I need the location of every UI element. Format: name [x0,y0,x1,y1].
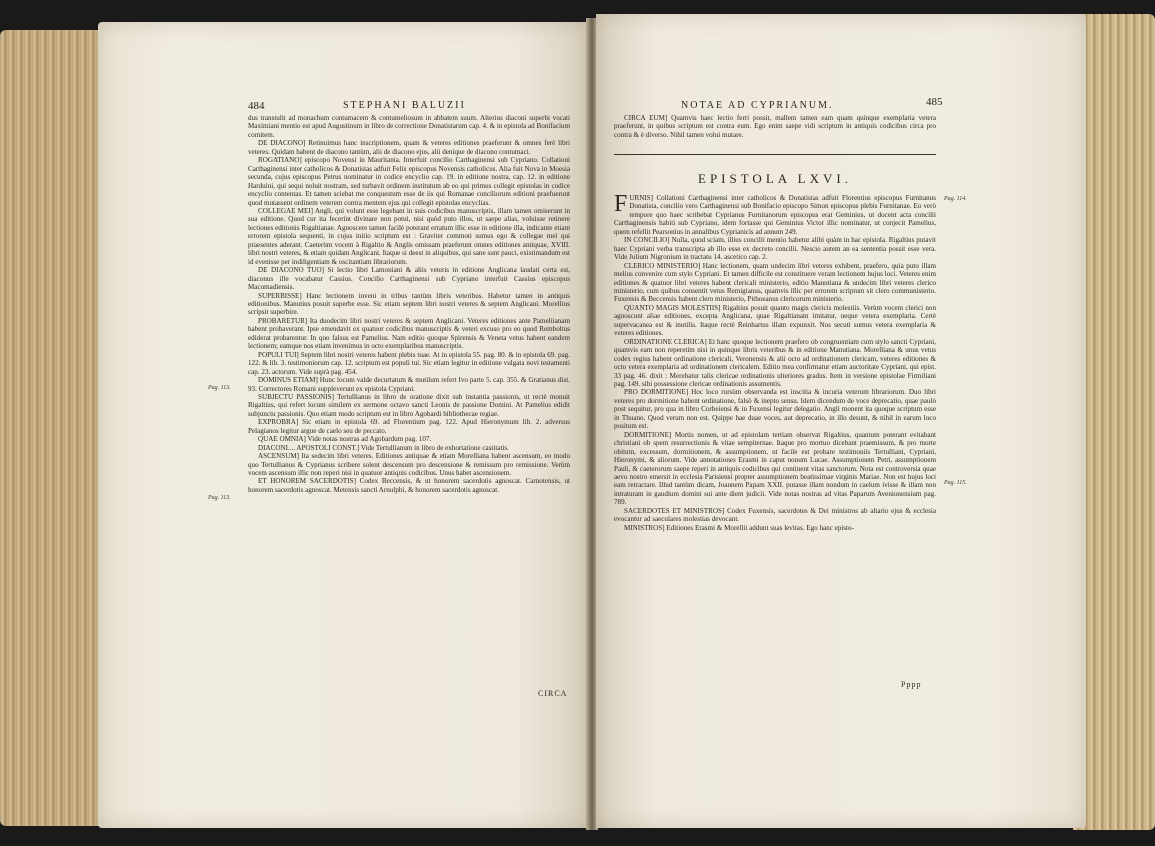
left-running-head: STEPHANI BALUZII [343,100,466,111]
paragraph: QUAE OMNIA] Vide notas nostras ad Agobardum pag. 107. [258,435,432,444]
right-page [596,14,1086,828]
paragraph: DIACONI.... APOSTOLI CONST.] Vide Tertullianum in libro de exhortatione castitatis. [258,443,509,452]
paragraph: ORDINATIONE CLERICA] Et hanc quoque lectionem praefero ob congruentiam cum stylo sancti Cypriani, quamvis eam non reperetim nisi in quinque libris veteribus & in editione Manutiana. Morelliana & unus vetus codex regius habent ordinatione clericali, Veronensis & alii octo ad ordinationem clericam, veteres editiones & octo vetera exemplaria ad ordinationem clericalem. Editio mea confirmatur etiam auctoritate Cypriani, qui epist. 33 pag. 46. dixit : Merebatur talis clericae ordinationis ulteriores gradus. Item in versione epistolae Firmiliani pag. 149. sibi possessione clericae ordinationis assumentis. [614,337,936,388]
paragraph: ASCENSUM] Ita sedecim libri veteres. Editiones antiquae & etiam Morelliana habent ascensum, eo modo quo Tertullianus & Cyprianus scribere solent descensum pro descensione & remissum pro remissione. Verùm vocem ascensum illic non reperi nisi in quatuor antiquis codicibus. Unus habet ascensionem. [248,452,570,478]
drop-capital: F [614,191,628,217]
paragraph: SUBJECTU PASSIONIS] Tertullianus in libro de oratione dixit sub instantia passionis, ut rectè monuit Rigaltius, qui refert locum similem ex sermone octavo sancti Leonis de passione Domini. At Pamelius edidit subjunctu passionis. Quo etiam modo scriptum est in libro Agobardi bibliothecae regiae. [248,392,570,418]
left-page [98,22,588,828]
left-page-number: 484 [248,100,265,112]
right-catchword: Pppp [901,680,922,689]
paragraph: QUANTO MAGIS MOLESTIIS] Rigaltius posuit quanto magis clericis molestiis. Verùm vocem clerici non agnoscunt aliae editiones, excepta Anglicana, quae Rigaltianam imitatur, neque vetera exemplaria. Certè supervacanea est & inutilis. Itaque rectè Reinhartus illam expunxit. Nos secuti sumus vetera exemplaria & veteres editiones. [614,303,936,338]
paragraph: URNIS] Collationi Carthaginensi inter catholicos & Donatistas adfuit Florentius episcopus Furnitanus Donatista, concilio vero Carthaginensi sub Bonifacio episcopo Simon episcopus plebis Furnitanae. Eo verò tempore quo haec scribebat Cyprianus Furnitanorum episcopus erat Geminius, ut docent acta concilii Carthaginensis habiti sub Cypriano, idem fortasse qui Geminius Victor illic nominatur, ut conjecit Pamelius, quem refellit Pearsonius in annalibus Cyprianicis ad annum 249. [614,194,936,236]
right-body-text [614,191,936,694]
right-running-head: NOTAE AD CYPRIANUM. [681,100,834,111]
left-catchword: CIRCA [538,689,568,698]
right-page-number: 485 [926,96,943,108]
epistle-title: EPISTOLA LXVI. [698,171,852,186]
book-edge-left [0,30,110,826]
paragraph: CLERICO MINISTERIO] Hanc lectionem, quam undecim libri veteres exhibent, praefero, quia puto illam melius convenire cum stylo Cypriani. Et tamen difficile est constituere veram lectionem hujus loci. Veteres enim editiones & quatuor libri veteres habent clericali ministerio, editio Manutiana & undecim libri veteres clerico ministerio, cum quibus consentit vetus Remigianus, quamvis illic per errorem scriptum sit clero communisterio. Fuxensis & Beccensis habent clero ministerio, Pithoeanus clericorum ministerio. [614,261,936,304]
section-rule [614,154,936,155]
paragraph: ROGATIANO] episcopo Novensi in Mauritania. Interfuit concilio Carthaginensi sub Cypriano. Collationi Carthaginensi inter catholicos & Donatistas adfuit Felix episcopus Novensis catholicus. Alia fuit Nova in Moesia secunda, cujus episcopus Petrus nominatur in codice encyclio cap. 19. in editione nostra, cap. 12. in editione Harduini, qui sequi noluit nostram, sed turbavit ordinem institutum ab eo qui primus collegit epistolas in codice encyclio contentas. Et tamen sciebat me conquestum esse de iis qui Romanae conciliorum editioni praefuerunt quod mutassent ordinem veterem contra mentem ejus qui collegit epistolas encyclias. [248,156,570,207]
margin-note: Pag. 115. [944,480,967,486]
paragraph: PRO DORMITIONE] Hoc loco rursùm observanda est inscitia & incuria veterum librariorum. Duo libri veteres pro dormitione habent ordinatione, falsò & inepto sensu. Idem dicendum de voce deprecatio, quae paulò post sequitur, pro qua in libro Corbeiensi & in Fuxensi legitur delegatio. Angli monent ita quoque scriptum esse in Thuano. Quod verum non est. Quippe hae duae voces, aut deprecatio, in illo desunt, & nihil in earum loco positum est. [614,388,936,431]
paragraph-with-dropcap [614,191,936,236]
paragraph: CIRCA EUM] Quamvis haec lectio ferri possit, mallem tamen eam quam quinque exemplaria vetera praeferunt, in quibus scriptum est contra eum. Ego enim saepe vidi scriptum in antiquis codicibus circa pro contra & è diverso. Nihil tamen volui mutare. [614,114,936,139]
paragraph: DE DIACONO TUO] Si lectio libri Lamoniani & aliis veteris in editione Anglicana laudati certa est, diaconus ille vocabatur Cassius. Concilio Carthaginensi sub Cypriano interfuit Cassius episcopus Macomadiensis. [248,266,570,292]
paragraph: dus transtulit ad monachum contumacem & contumeliosum in abbatem suum. Alterius diaconi superbi vocati Maximiani mentio est apud Augustinum in libro de correctione Donatistarum cap. 4. & in epistola ad Bonifacium comitem. [248,114,570,139]
margin-note: Pag. 113. [208,495,231,501]
paragraph: PROBARETUR] Ita duodecim libri nostri veteres & septem Anglicani. Veteres editiones ante Pameliianam habent probaverant. Ipse emendavit ex quatuor codicibus manuscriptis & veteri excuso pro eo quod Remboltus ediderat probarentur. In quo falsus est Pamelius. Nam editio quoque Spirensis & Veneta vetus habent eandem lectionem; eamque nos etiam invenimus in octo exemplaribus manuscriptis. [248,316,570,351]
margin-note: Pag. 113. [208,385,231,391]
paragraph: DORMITIONE] Mortis nomen, ut ad epistolam tertiam observat Rigaltius, quantum poterant evitabant christiani ob spem resurrectionis & vitae sempiternae. Itaque pro mortuo dicebant praemissum, & pro morte obitum, excessum, dormitionem, & assumptionem, ut facile est probare testimoniis Tertulliani, Cypriani, Hieronymi, & aliorum. Vide annotationes Erasmi in caput nonum Lucae. Assumptionem Petri, assumptionem Pauli, & caeterorum saepe reperi in antiquis codicibus qui continent vitas sanctorum. Nota est controversia quae aevo nostro emersit in ecclesia Parisiensi propter assumptionem beatissimae virginis Mariae. Non est hujus loci eam retractare. Illud tantùm dicam, Joannem Papam XXII. putasse illam nondum in caelum ivisse & illam non intraturam in gaudium domini sui ante diem judicii. Vide notas nostras ad vitas Paparum Avenionensium pag. 789. [614,430,936,507]
paragraph: ET HONOREM SACERDOTIS] Codex Beccensis, & ut honorem sacerdotis agnoscat. Carnotensis, ut honorem sacerdotis agnoscat. Metensis sancti Arnulphi, & honorem sacerdotis agnoscat. [248,477,570,494]
left-running-head-row [248,100,265,112]
paragraph: POPULI TUI] Septem libri nostri veteres habent plebis tuae. At in epistola 55. pag. 80. & in epistola 69. pag. 122. & lib. 3. testimoniorum cap. 12. scriptum est populi tui. Sic etiam legitur in editione vulgata novi testamenti cap. 23. actorum. Vide suprà pag. 454. [248,350,570,376]
paragraph: MINISTROS] Editiones Erasmi & Morellii addunt suas levitas. Ego hanc episto- [624,523,854,532]
paragraph: SUPERBISSE] Hanc lectionem inveni in tribus tantùm libris veteribus. Habetur tamen in antiquis editionibus. Manutius posuit superbe esse. Sic etiam septem libri nostri veteres & septem Anglicani. Morellius scripsit superbire. [248,291,570,317]
paragraph: EXPROBRA] Sic etiam in epistola 69. ad Florentium pag. 122. Apud Hieronymum lib. 2. adversus Pelagianos legitur argue de caelo seu de peccato. [248,418,570,435]
paragraph: SACERDOTES ET MINISTROS] Codex Fuxensis, sacerdotes & Dei ministros ab altario ejus & ecclesia evocantur ad saeculares molestias devocant. [614,506,936,524]
right-top-note [614,114,936,158]
paragraph: IN CONCILIO] Nulla, quod sciam, illius concilii mentio habetur alibi quàm in hac epistola. Rigaltius putavit haec Cypriani verba transcripta ab illo esse ex decreto concilii. Nescio autem an ea sententia possit esse vera. Vide Julium Nigronium in tractatu 14. asceticο cap. 2. [614,236,936,262]
paragraph: COLLEGAE MEI] Angli, qui volunt esse legebant in suis codicibus manuscriptis, illam tamen omiserunt in sua editione. Quod cur ita fecerint divinare non potui, nisi quòd puto illos, ut saepe alias, voluisse retinere lectiones editionis Rigaltianae. Agnoscere tamen facilè poterant erratum illic esse in editione illa, indicante etiam errorem epistola sequenti, in cujus initio scriptum est : Graviter commoti sumus ego & collegae mei qui praesentes aderant. Caeterùm vocem à Rigaltio & Anglis omissam praeferunt omnes editiones antiquae, XVIII. libri nostri veteres, & etiam quidam Anglicani. Itaque si deest in aliquibus, qui sane sunt pauci, existimandum est id evenisse per indiligentiam & oscitantiam librariorum. [248,206,570,266]
paragraph: DE DIACONO] Retinuimus hanc inscriptionem, quam & veteres editiones praeferunt & omnes ferè libri veteres. Quidam habent de diacono tantùm, alii de diacono ejus, alii denique de diacono contumaci. [248,139,570,156]
margin-note: Pag. 114. [944,196,967,202]
right-running-head-number-row [926,96,943,108]
left-body-text [248,114,570,722]
paragraph: DOMINUS ETIAM] Hunc locum valde decurtatum & mutilum refert Ivo parte 5. cap. 355. & Gratianus dist. 93. Correctores Romani suppleverunt ex epistola Cypriani. [248,376,570,393]
